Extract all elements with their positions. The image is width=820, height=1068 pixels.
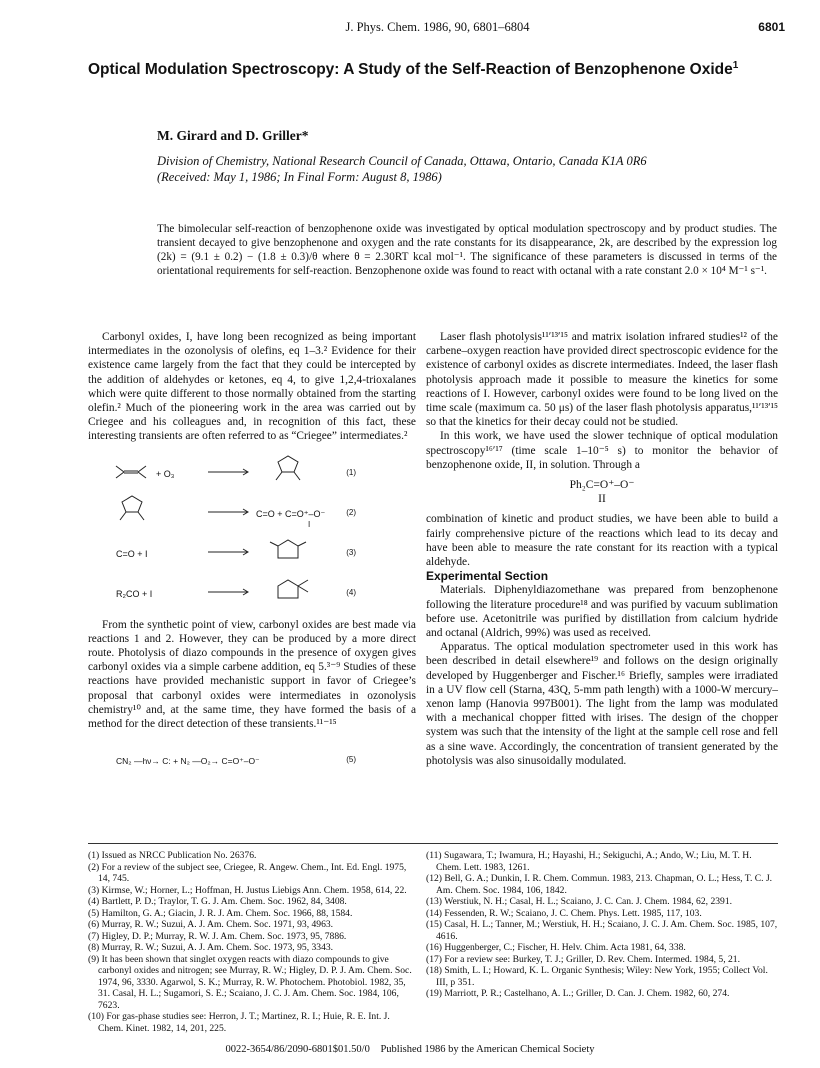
equation-2-scheme	[88, 492, 416, 532]
received-date: (Received: May 1, 1986; In Final Form: August 8, 1986)	[157, 170, 442, 184]
reference-item: (12) Bell, G. A.; Dunkin, I. R. Chem. Commun. 1983, 213. Chapman, O. L.; Hess, T. C. J. Am. Chem. Soc. 1984, 106, 1842.	[426, 873, 773, 896]
equation-1-lhs: + O₃	[156, 468, 175, 479]
intro-paragraph-5: combination of kinetic and product studies, we have been able to build a fairly comprehensive picture of the reactions which lead to its decay and have been able to measure the rate constant for its reaction with a typical aldehyde.	[426, 513, 778, 569]
equation-2-number: (2)	[346, 507, 356, 517]
reference-item: (16) Huggenberger, C.; Fischer, H. Helv. Chim. Acta 1981, 64, 338.	[426, 942, 686, 953]
equation-3	[88, 532, 416, 572]
equation-4-lhs: R₂CO + I	[116, 588, 153, 599]
reference-item: (7) Higley, D. P.; Murray, R. W. J. Am. Chem. Soc. 1973, 95, 7886.	[88, 930, 347, 942]
reference-item: (13) Werstiuk, N. H.; Casal, H. L.; Scaiano, J. C. Can. J. Chem. 1984, 62, 2391.	[426, 896, 733, 907]
title-footnote-mark: 1	[732, 60, 739, 71]
reference-item: (19) Marriott, P. R.; Castelhano, A. L.; Griller, D. Can. J. Chem. 1982, 60, 274.	[426, 988, 730, 999]
footer-code: 0022-3654/86/2090-6801$01.50/0	[225, 1044, 370, 1055]
reference-item: (17) For a review see: Burkey, T. J.; Griller, D. Rev. Chem. Intermed. 1984, 5, 21.	[426, 953, 741, 965]
structure-II	[426, 478, 778, 506]
reference-item: (14) Fessenden, R. W.; Scaiano, J. C. Chem. Phys. Lett. 1985, 117, 103.	[426, 907, 702, 919]
references-right	[426, 850, 778, 1000]
reference-item: (1) Issued as NRCC Publication No. 26376.	[88, 850, 257, 861]
reference-item: (4) Bartlett, P. D.; Traylor, T. G. J. Am. Chem. Soc. 1962, 84, 3408.	[88, 896, 347, 907]
abstract: The bimolecular self-reaction of benzophenone oxide was investigated by optical modulation spectroscopy and by product studies. The transient decayed to give benzophenone and oxygen and the rate constants for its disappearance, 2k, are described by the expression log (2k) = (9.1 ± 0.2) − (1.8 ± 0.3)/θ where θ = 2.30RT kcal mol⁻¹. The significance of these parameters is discussed in terms of the orientational requirements for self-reaction. Benzophenone oxide was found to react with octanal with a rate constant 2.0 × 10⁴ M⁻¹ s⁻¹.	[157, 223, 777, 277]
equation-3-lhs: C=O + I	[116, 548, 148, 559]
materials-paragraph: Materials. Diphenyldiazomethane was prepared from benzophenone following the literature procedure¹⁸ and was purified by vacuum sublimation before use. Acetonitrile was purified by distillation from calcium hydride and octanal (Aldrich, 99%) was used as received.	[426, 584, 778, 640]
reference-item: (9) It has been shown that singlet oxygen reacts with diazo compounds to give carbonyl oxides and nitrogen; see Murray, R. W.; Higley, D. P. J. Am. Chem. Soc. 1974, 96, 3330. Agarwol, S. K.; Murray, R. W. Photochem. Photobiol. 1982, 35, 31. Casal, H. L.; Sugamori, S. E.; Scaiano, J. C. J. Am. Chem. Soc. 1984, 106, 7623.	[88, 953, 412, 1011]
equation-5	[88, 739, 416, 779]
structure-II-label: II	[598, 493, 606, 506]
intro-paragraph-1: Carbonyl oxides, I, have long been recognized as being important intermediates in the ozonolysis of olefins, eq 1–3.² Evidence for their existence came largely from the fact that they could be intercepted by the addition of aldehydes or ketones, eq 4, to give 1,2,4-trioxalanes which were quite different to those normally obtained from the starting olefin.² Much of the pioneering work in the area was carried out by Criegee and his colleagues and, in recognition of this fact, these interesting transients are often referred to as “Criegee” intermediates.²	[88, 331, 416, 443]
equation-2-rhs: C=O + C=O⁺–O⁻	[256, 508, 326, 519]
equation-1	[88, 452, 416, 492]
reference-item: (3) Kirmse, W.; Horner, L.; Hoffman, H. Justus Liebigs Ann. Chem. 1958, 614, 22.	[88, 884, 407, 896]
apparatus-paragraph: Apparatus. The optical modulation spectrometer used in this work has been described in detail elsewhere¹⁹ and follows on the design originally developed by Huggenberger and Fischer.¹⁶ Briefly, samples were irradiated in a UV flow cell (Starna, 43Q, 5-mm path length) with a 1000-W mercury–xenon lamp (Hanovia 997B001). The light from the lamp was modulated with a mechanical chopper fitted with irises. The design of the chopper system was such that the intensity of the light at the sample cell rose and fell as a sine wave. Accordingly, the concentration of transient generated by the photolysis was also sinusoidally modulated.	[426, 641, 778, 767]
affiliation-block	[157, 153, 757, 185]
equation-4	[88, 572, 416, 612]
reference-item: (2) For a review of the subject see, Criegee, R. Angew. Chem., Int. Ed. Engl. 1975, 14, 745.	[88, 861, 407, 884]
equation-1-scheme	[88, 452, 416, 492]
page-number: 6801	[758, 20, 785, 34]
reference-item: (10) For gas-phase studies see: Herron, J. T.; Martinez, R. I.; Huie, R. E. Int. J. Chem. Kinet. 1982, 14, 201, 225.	[88, 1011, 390, 1034]
title-text: Optical Modulation Spectroscopy: A Study of the Self-Reaction of Benzophenone Oxide	[88, 61, 733, 79]
affiliation: Division of Chemistry, National Research Council of Canada, Ottawa, Ontario, Canada K1A 0R6	[157, 154, 647, 168]
footnote-rule	[88, 843, 778, 844]
reference-item: (11) Sugawara, T.; Iwamura, H.; Hayashi, H.; Sekiguchi, A.; Ando, W.; Liu, M. T. H. Chem. Lett. 1983, 1261.	[426, 850, 752, 873]
journal-citation: J. Phys. Chem. 1986, 90, 6801–6804	[345, 20, 530, 34]
reference-item: (6) Murray, R. W.; Suzui, A. J. Am. Chem. Soc. 1971, 93, 4963.	[88, 919, 334, 930]
equation-4-number: (4)	[346, 587, 356, 597]
left-column	[88, 330, 416, 779]
references-left	[88, 850, 416, 1034]
equation-5-text: CN₂ —hν→ C: + N₂ —O₂→ C=O⁺–O⁻	[116, 756, 260, 767]
footer	[0, 1044, 820, 1055]
equation-1-number: (1)	[346, 467, 356, 477]
intro-paragraph-3: Laser flash photolysis¹¹ʹ¹³ʹ¹⁵ and matrix isolation infrared studies¹² of the carbene–oxygen reaction have provided direct spectroscopic evidence for the existence of carbonyl oxides as discrete intermediates. Indeed, the laser flash photolysis approach made it possible to measure the kinetics for some reactions of I. However, carbonyl oxides were found to be long lived on the time scale (maximum ca. 50 μs) of the laser flash photolysis apparatus,¹¹ʹ¹³ʹ¹⁵ so that the kinetics for their decay could not be studied.	[426, 331, 778, 429]
footer-publisher: Published 1986 by the American Chemical Society	[380, 1044, 595, 1055]
equation-2-label: I	[308, 519, 311, 529]
reference-item: (15) Casal, H. L.; Tanner, M.; Werstiuk, H. H.; Scaiano, J. C. J. Am. Chem. Soc. 1985, 107, 4616.	[426, 919, 778, 942]
equation-2	[88, 492, 416, 532]
author-line: M. Girard and D. Griller*	[157, 128, 309, 143]
structure-II-formula: Ph₂C=O⁺–O⁻	[569, 479, 635, 492]
reference-item: (8) Murray, R. W.; Suzui, A. J. Am. Chem. Soc. 1973, 95, 3343.	[88, 942, 334, 953]
intro-paragraph-4: In this work, we have used the slower technique of optical modulation spectroscopy¹⁶ʹ¹⁷ (time scale 1–10⁻⁵ s) to monitor the behavior of benzophenone oxide, II, in solution. Through a	[426, 430, 778, 471]
article-title	[88, 54, 778, 81]
right-column	[426, 330, 778, 768]
reference-item: (18) Smith, L. I.; Howard, K. L. Organic Synthesis; Wiley: New York, 1955; Collect Vol. III, p 351.	[426, 965, 768, 988]
equation-3-number: (3)	[346, 547, 356, 557]
section-heading-experimental: Experimental Section	[426, 569, 549, 584]
reference-item: (5) Hamilton, G. A.; Giacin, J. R. J. Am. Chem. Soc. 1966, 88, 1584.	[88, 907, 353, 919]
intro-paragraph-2: From the synthetic point of view, carbonyl oxides are best made via reactions 1 and 2. However, they can be produced by a more direct route. Photolysis of diazo compounds in the presence of oxygen gives carbonyl oxides via a simple carbene addition, eq 5.³⁻⁹ Studies of these reactions have provided mechanistic support in favor of Criegee’s proposal that carbonyl oxides were intermediates in ozonolysis chemistry¹⁰ and, at the same time, they have formed the basis of a method for the direct detection of these transients.¹¹⁻¹⁵	[88, 618, 416, 731]
running-head	[90, 20, 785, 38]
equation-5-number: (5)	[346, 755, 356, 765]
